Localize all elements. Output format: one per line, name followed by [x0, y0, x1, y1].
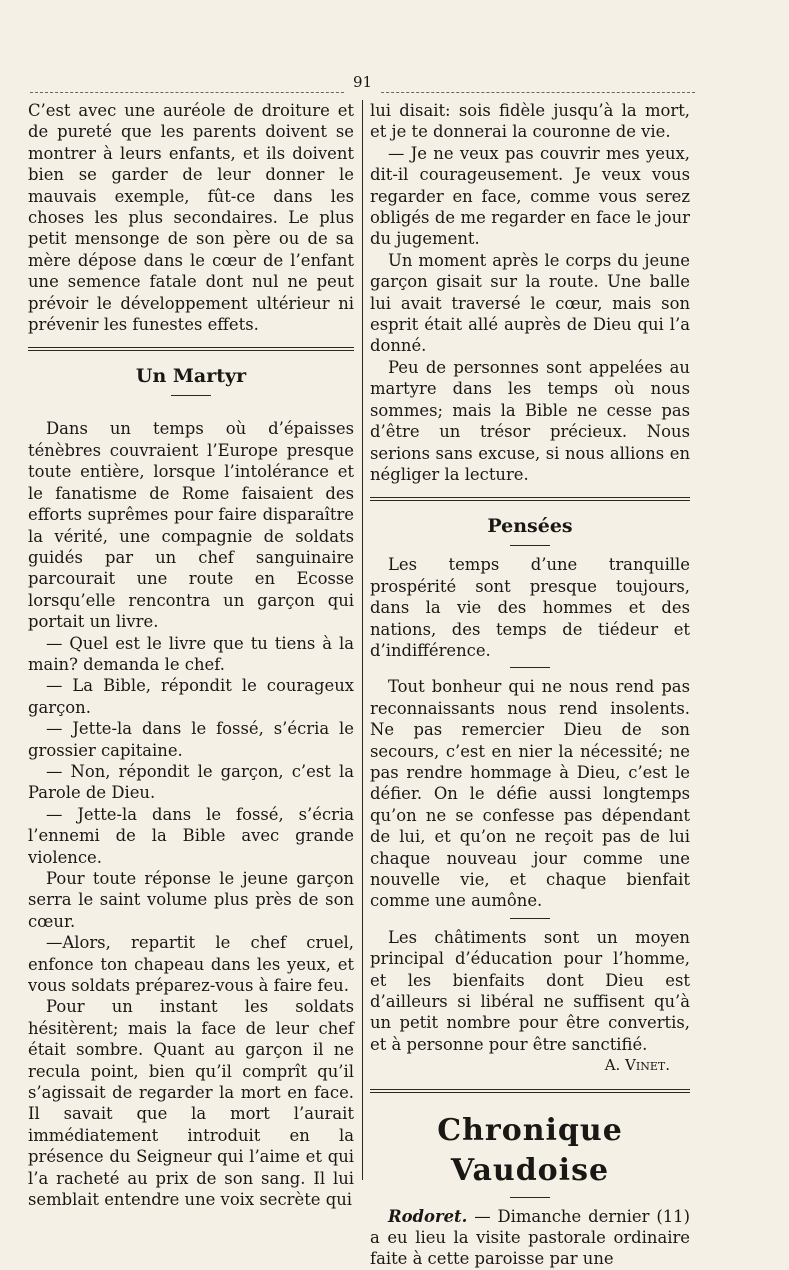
paragraph: — Non, répondit le garçon, c’est la Parole de Dieu. — [28, 761, 354, 803]
paragraph-text: — Dimanche dernier (11) a eu lieu la visite pastorale ordinaire faite à cette paroisse par une — [370, 1206, 690, 1269]
column-divider — [362, 100, 363, 1180]
section-title-chronique: Chronique Vaudoise — [437, 1112, 623, 1188]
paragraph: Peu de personnes sont appelées au martyre dans les temps où nous sommes; mais la Bible ne cesse pas d’être un trésor précieux. Nous serions sans excuse, si nous allions en négliger la lecture. — [370, 357, 690, 484]
paragraph: Un moment après le corps du jeune garçon gisait sur la route. Une balle lui avait traversé le cœur, mais son esprit était allé auprès de Dieu qui l’a donné. — [370, 250, 690, 356]
paragraph: — Jette-la dans le fossé, s’écria l’ennemi de la Bible avec grande violence. — [28, 804, 354, 867]
page-number: 91 — [345, 71, 380, 93]
paragraph: — Quel est le livre que tu tiens à la main? demanda le chef. — [28, 633, 354, 674]
paragraph: — La Bible, répondit le courageux garçon. — [28, 676, 354, 717]
left-column — [28, 100, 354, 1210]
paragraph: C’est avec une auréole de droiture et de pureté que les parents doivent se montrer à leurs enfants, et ils doivent bien se garder de leur donner le mauvais exemple, fût-ce dans les choses les plus secondaires. Le plus petit mensonge de son père ou de sa mère dépose dans le cœur de l’enfant une semence fatale dont nul ne peut prévoir le développement ultérieur ni prévenir les funestes effets. — [28, 101, 354, 335]
paragraph: Pour toute réponse le jeune garçon serra le saint volume plus près de son cœur. — [28, 869, 354, 931]
title-separator — [510, 1197, 550, 1198]
title-separator — [171, 395, 211, 396]
section-rule — [370, 497, 690, 501]
paragraph — [370, 1206, 690, 1270]
paragraph: Dans un temps où d’épaisses ténèbres couvraient l’Europe presque toute entière, lorsque l’intolérance et le fanatisme de Rome faisaient des efforts suprêmes pour faire disparaître la vérité, une compagnie de soldats guidés par un chef sanguinaire parcourait une route en Ecosse lorsqu’elle rencontra un garçon qui portait un livre. — [28, 419, 354, 632]
paragraph: —Alors, repartit le chef cruel, enfonce ton chapeau dans les yeux, et vous soldats préparez-vous à faire feu. — [28, 933, 354, 996]
paragraph: — Je ne veux pas couvrir mes yeux, dit-il courageusement. Je veux vous regarder en face, comme vous serez obligés de me regarder en face le jour du jugement. — [370, 143, 690, 249]
right-column — [370, 100, 690, 1269]
section-title-un-martyr: Un Martyr — [135, 365, 247, 388]
paragraph: Pour un instant les soldats hésitèrent; mais la face de leur chef était sombre. Quant au garçon il ne recula point, bien qu’il comprît qu’il s’agissait de regarder la mort en face. Il savait que la mort l’aurait immédiatement introduit en la présence du Seigneur qui l’aime et qui l’a racheté au prix de son sang. Il lui semblait entendre une voix secrète qui — [28, 997, 354, 1210]
title-separator — [510, 545, 550, 546]
paragraph: — Jette-la dans le fossé, s’écria le grossier capitaine. — [28, 719, 354, 760]
paragraph: lui disait: sois fidèle jusqu’à la mort, et je te donnerai la couronne de vie. — [370, 101, 690, 142]
section-title-pensees: Pensées — [487, 515, 573, 538]
paragraph: Tout bonheur qui ne nous rend pas reconnaissants nous rend insolents. Ne pas remercier Dieu de son secours, c’est en nier la nécessité; ne pas rendre hommage à Dieu, c’est le défier. On le défie aussi longtemps qu’on ne se confesse pas dépendant de lui, et qu’on ne reçoit pas de lui chaque nouveau jour comme une nouvelle vie, et chaque bienfait comme une aumône. — [370, 677, 690, 911]
section-rule — [28, 347, 354, 351]
paragraph: Les temps d’une tranquille prospérité sont presque toujours, dans la vie des hommes et des nations, des temps de tiédeur et d’indifférence. — [370, 555, 690, 660]
signature: A. Vinet. — [604, 1056, 670, 1075]
separator — [510, 918, 550, 919]
separator — [510, 667, 550, 668]
paragraph: Les châtiments sont un moyen principal d’éducation pour l’homme, et les bienfaits dont Dieu est d’ailleurs si libéral ne suffisent qu’à un petit nombre pour être convertis, et à personne pour être sanctifié. — [370, 927, 690, 1054]
place-name: Rodoret. — [388, 1206, 468, 1226]
page-header — [30, 70, 695, 93]
section-rule — [370, 1089, 690, 1093]
